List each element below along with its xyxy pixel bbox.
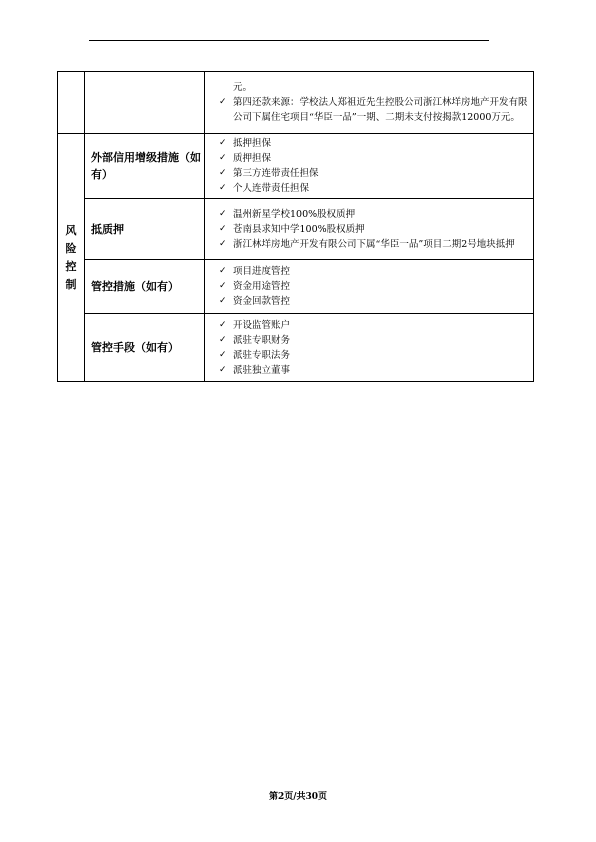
table-row: [58, 260, 534, 314]
checkmark-icon: ✓: [219, 183, 227, 193]
list-item-text: 资金用途管控: [233, 281, 291, 292]
row-label: 抵质押: [85, 199, 205, 260]
list-item-text: 派驻专职财务: [233, 334, 291, 346]
empty-label-cell: [85, 72, 205, 134]
checkmark-icon: ✓: [219, 97, 227, 107]
list-item-text: 苍南县求知中学100%股权质押: [233, 223, 365, 235]
list-item: [219, 279, 529, 294]
list-item: [219, 363, 529, 378]
row-label: 管控措施（如有）: [85, 260, 205, 314]
list-item: [219, 166, 529, 181]
item-list: [205, 205, 533, 254]
table-row: [58, 134, 534, 199]
list-item-text: 温州新星学校100%股权质押: [233, 208, 356, 220]
list-item: [219, 136, 529, 151]
checkmark-icon: ✓: [219, 238, 227, 249]
list-item-text: 抵押担保: [233, 138, 272, 149]
list-item-text: 项目进度管控: [233, 266, 291, 277]
page-footer: 第2页/共30页: [268, 792, 328, 802]
risk-control-table: [57, 71, 534, 382]
checkmark-icon: ✓: [219, 364, 227, 375]
checkmark-icon: ✓: [219, 153, 227, 163]
list-item: [219, 95, 529, 125]
list-item-text: 质押担保: [233, 153, 272, 164]
checkmark-icon: ✓: [219, 349, 227, 360]
list-item: [219, 294, 529, 309]
empty-category-cell: [58, 72, 85, 134]
row-label: 管控手段（如有）: [85, 314, 205, 382]
list-item: [219, 333, 529, 348]
list-item: [219, 207, 529, 222]
row-items-cell: [205, 260, 534, 314]
repayment-source-list: [205, 95, 533, 127]
list-item: [219, 151, 529, 166]
checkmark-icon: ✓: [219, 208, 227, 219]
header-rule: [89, 40, 489, 41]
item-list: [205, 134, 533, 198]
row-label: 外部信用增级措施（如有）: [85, 134, 205, 199]
checkmark-icon: ✓: [219, 168, 227, 178]
list-item-text: 第四还款来源：学校法人郑祖近先生控股公司浙江林垟房地产开发有限公司下属住宅项目“华臣一品”一期、二期未支付按揭款12000万元。: [233, 97, 528, 123]
row-items-cell: [205, 314, 534, 382]
list-item: [219, 264, 529, 279]
list-item-text: 第三方连带责任担保: [233, 168, 319, 179]
list-item-text: 个人连带责任担保: [233, 183, 310, 194]
item-list: [205, 316, 533, 380]
table-row: [58, 72, 534, 134]
list-item: [219, 237, 529, 252]
list-item-text: 开设监管账户: [233, 319, 291, 331]
list-item-text: 资金回款管控: [233, 296, 291, 307]
table-row: [58, 199, 534, 260]
checkmark-icon: ✓: [219, 281, 227, 291]
checkmark-icon: ✓: [219, 334, 227, 345]
risk-control-category: [58, 134, 85, 382]
list-item-text: 派驻独立董事: [233, 364, 291, 376]
list-item-text: 浙江林垟房地产开发有限公司下属“华臣一品”项目二期2号地块抵押: [233, 238, 515, 250]
list-item: [219, 348, 529, 363]
repayment-source-cell: [205, 72, 534, 134]
checkmark-icon: ✓: [219, 138, 227, 148]
checkmark-icon: ✓: [219, 319, 227, 330]
table-row: [58, 314, 534, 382]
checkmark-icon: ✓: [219, 223, 227, 234]
row-items-cell: [205, 134, 534, 199]
category-label: 风 险 控 制: [65, 223, 77, 291]
row-items-cell: [205, 199, 534, 260]
list-item: [219, 222, 529, 237]
list-item: [219, 318, 529, 333]
list-item-text: 派驻专职法务: [233, 349, 291, 361]
list-item: [219, 181, 529, 196]
item-list: [205, 262, 533, 311]
checkmark-icon: ✓: [219, 296, 227, 306]
checkmark-icon: ✓: [219, 266, 227, 276]
continuation-text: 元。: [233, 82, 253, 93]
